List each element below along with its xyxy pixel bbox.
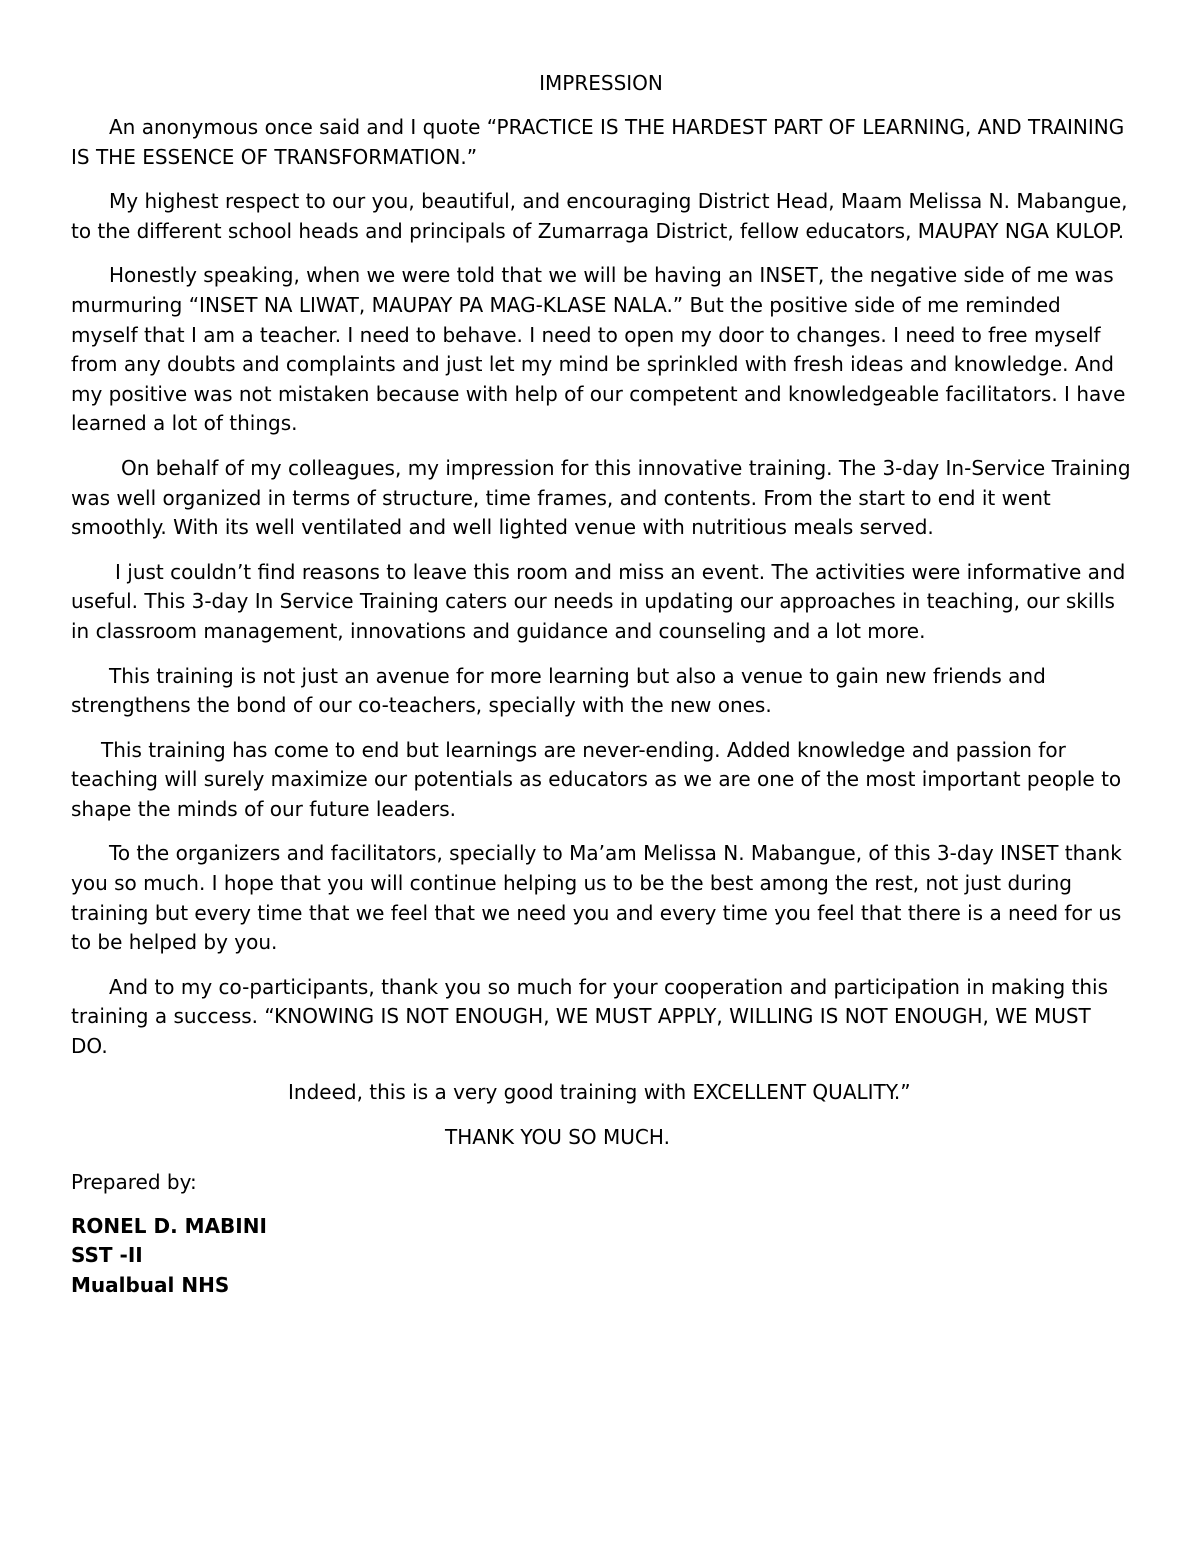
prepared-by-label: Prepared by:	[71, 1169, 197, 1194]
paragraph-co-participants: And to my co-participants, thank you so much for your cooperation and participation in making this training a success. “KNOWING IS NOT ENOUGH, WE MUST APPLY, WILLING IS NOT ENOUGH, WE MUST DO.	[71, 974, 1108, 1059]
signature-block	[71, 1212, 1131, 1301]
paragraph-on-behalf: On behalf of my colleagues, my impression for this innovative training. The 3-day In-Service Training was well organized in terms of structure, time frames, and contents. From the start to end it went smoothly. With its well ventilated and well lighted venue with nutritious meals served.	[71, 455, 1131, 540]
signatory-school: Mualbual NHS	[71, 1272, 230, 1297]
paragraph-respect: My highest respect to our you, beautiful, and encouraging District Head, Maam Melissa N. Mabangue, to the different school heads and principals of Zumarraga District, fellow educators, MAUPAY NGA KULOP.	[71, 189, 1128, 243]
signatory-position: SST -II	[71, 1243, 143, 1268]
signatory-name: RONEL D. MABINI	[71, 1213, 267, 1238]
paragraph-honestly: Honestly speaking, when we were told that we will be having an INSET, the negative side of me was murmuring “INSET NA LIWAT, MAUPAY PA MAG-KLASE NALA.” But the positive side of me reminded myself that I am a teacher. I need to behave. I need to open my door to changes. I need to free myself from any doubts and complaints and just let my mind be sprinkled with fresh ideas and knowledge. And my positive was not mistaken because with help of our competent and knowledgeable facilitators. I have learned a lot of things.	[71, 263, 1126, 436]
paragraph-avenue: This training is not just an avenue for more learning but also a venue to gain new friends and strengthens the bond of our co-teachers, specially with the new ones.	[71, 663, 1046, 718]
paragraph-come-to-end: This training has come to end but learnings are never-ending. Added knowledge and passion for teaching will surely maximize our potentials as educators as we are one of the most important people to shape the minds of our future leaders.	[71, 737, 1122, 821]
paragraph-quote: An anonymous once said and I quote “PRACTICE IS THE HARDEST PART OF LEARNING, AND TRAINING IS THE ESSENCE OF TRANSFORMATION.”	[71, 115, 1125, 169]
closing-line: Indeed, this is a very good training with EXCELLENT QUALITY.”	[288, 1079, 911, 1104]
document-title: IMPRESSION	[539, 71, 663, 95]
paragraph-organizers: To the organizers and facilitators, specially to Ma’am Melissa N. Mabangue, of this 3-day INSET thank you so much. I hope that you will continue helping us to be the best among the rest, not just during training but every time that we feel that we need you and every time you feel that there is a need for us to be helped by you.	[71, 841, 1122, 955]
thank-you-line: THANK YOU SO MUCH.	[445, 1124, 670, 1149]
document-page	[71, 68, 1131, 1300]
paragraph-couldnt-leave: I just couldn’t find reasons to leave this room and miss an event. The activities were informative and useful. This 3-day In Service Training caters our needs in updating our approaches in teaching, our skills in classroom management, innovations and guidance and counseling and a lot more.	[71, 559, 1126, 643]
